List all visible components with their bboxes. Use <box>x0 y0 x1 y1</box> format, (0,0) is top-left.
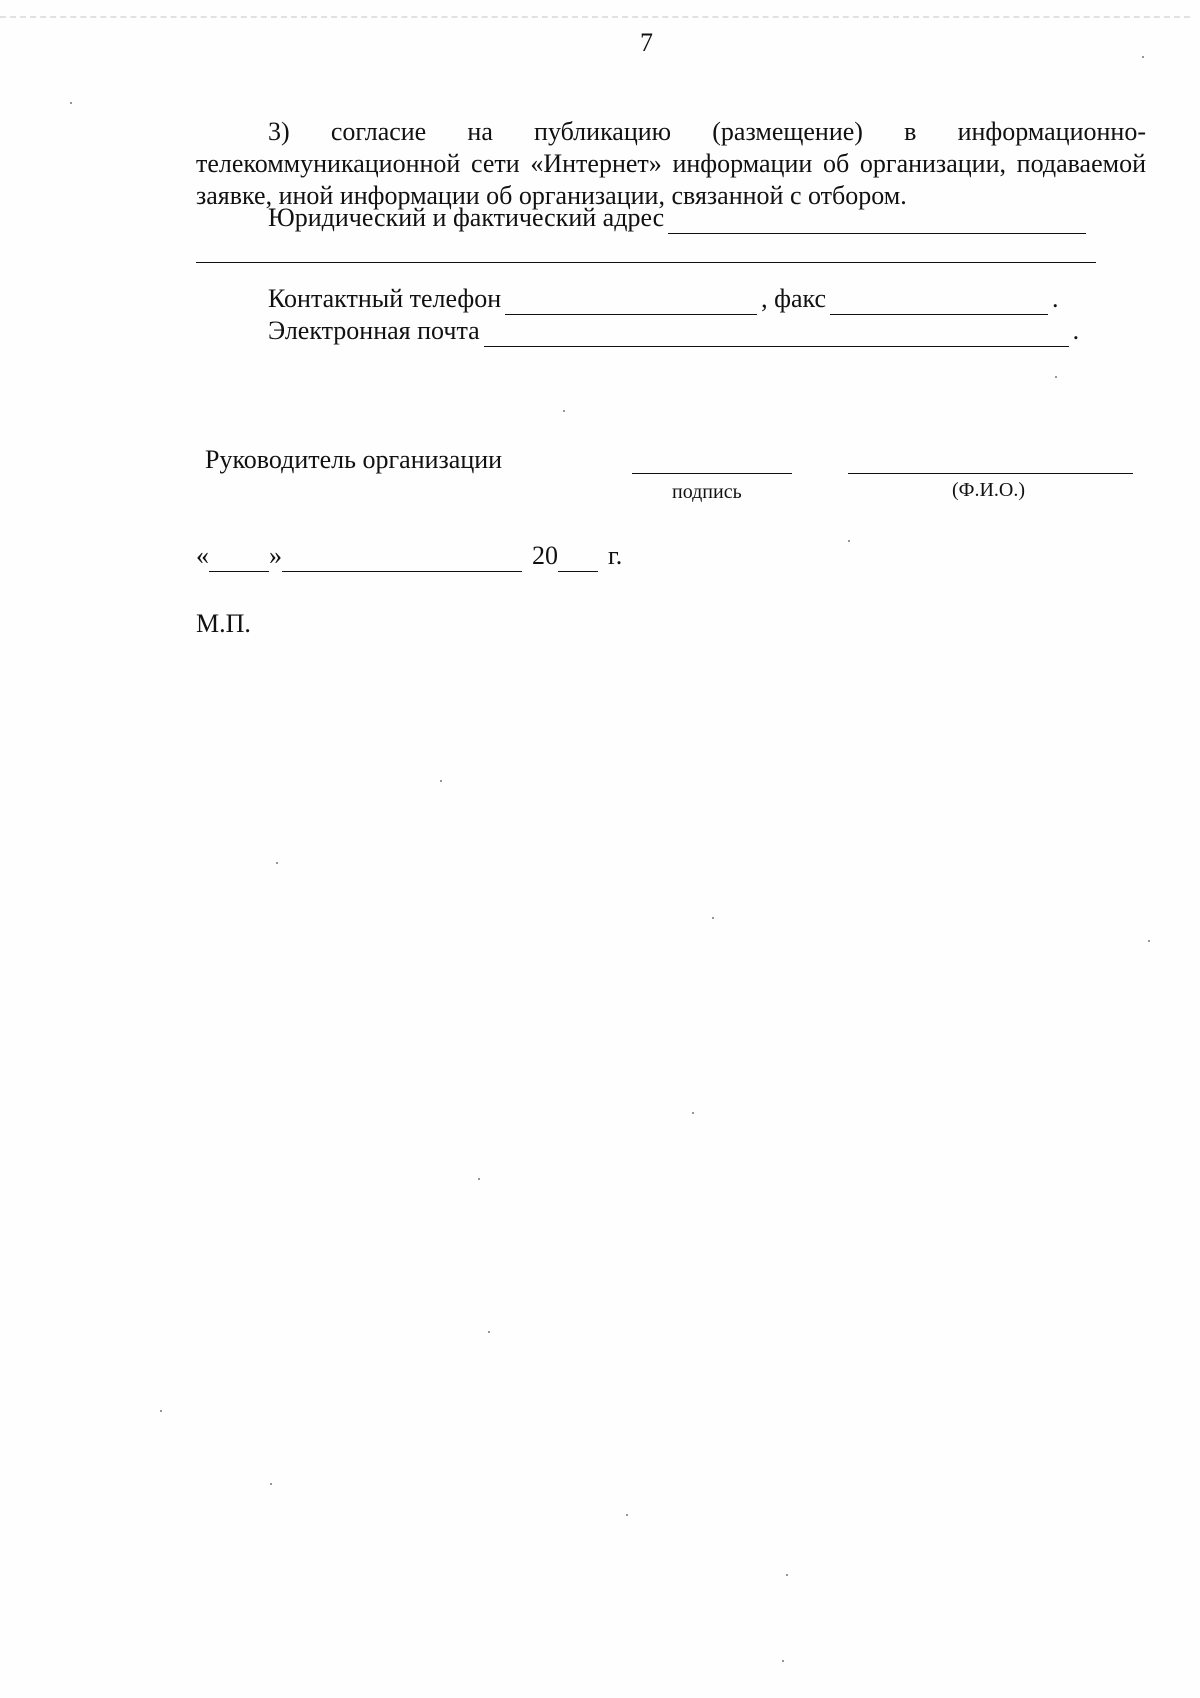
address-field-continuation[interactable] <box>196 262 1096 263</box>
scan-edge-artifact <box>0 16 1190 20</box>
address-label: Юридический и фактический адрес <box>268 203 665 232</box>
full-name-field[interactable] <box>848 473 1133 474</box>
year-field[interactable] <box>558 545 598 572</box>
year-prefix: 20 <box>532 541 558 570</box>
scan-speck <box>276 862 278 864</box>
fax-end: . <box>1052 284 1059 313</box>
scan-speck <box>270 1483 272 1485</box>
email-end: . <box>1072 316 1080 345</box>
phone-fax-row <box>268 283 1059 315</box>
scan-speck <box>712 917 714 919</box>
page-number: 7 <box>640 28 653 57</box>
scan-speck <box>1055 376 1057 378</box>
date-row <box>196 540 622 572</box>
year-suffix: г. <box>608 541 623 570</box>
email-label: Электронная почта <box>268 316 480 345</box>
scan-speck <box>626 1514 628 1516</box>
consent-item-3-rest: телекоммуникационной сети «Интернет» информации об организации, подаваемой заявке, иной информации об организации, связанной с отбором. <box>196 149 1146 210</box>
scan-speck <box>786 1574 788 1576</box>
scan-speck <box>848 540 850 542</box>
head-of-organization-label: Руководитель организации <box>205 445 503 474</box>
consent-item-3-first-line: 3) согласие на публикацию (размещение) в информационно- <box>268 117 1146 146</box>
month-field[interactable] <box>282 545 522 572</box>
scan-speck <box>692 1112 694 1114</box>
signature-caption: подпись <box>672 481 742 503</box>
address-row <box>268 202 1090 234</box>
date-open-quote: « <box>196 541 209 570</box>
scan-speck <box>488 1331 490 1333</box>
date-close-quote: » <box>269 541 282 570</box>
signature-field[interactable] <box>632 473 792 474</box>
fax-field[interactable] <box>830 288 1048 315</box>
email-field[interactable] <box>484 320 1069 347</box>
phone-label: Контактный телефон <box>268 284 502 313</box>
stamp-place-label: М.П. <box>196 609 251 638</box>
scan-speck <box>440 780 442 782</box>
scan-speck <box>1148 940 1150 942</box>
fax-label: , факс <box>761 284 827 313</box>
full-name-caption: (Ф.И.О.) <box>952 479 1026 501</box>
scan-speck <box>70 102 72 104</box>
scan-speck <box>563 410 565 412</box>
day-field[interactable] <box>209 545 269 572</box>
email-row <box>268 315 1079 347</box>
scan-speck <box>782 1660 784 1662</box>
address-field[interactable] <box>668 207 1086 234</box>
scan-speck <box>478 1178 480 1180</box>
consent-block <box>196 116 1146 212</box>
scan-speck <box>1142 56 1144 58</box>
phone-field[interactable] <box>505 288 757 315</box>
scan-speck <box>160 1410 162 1412</box>
